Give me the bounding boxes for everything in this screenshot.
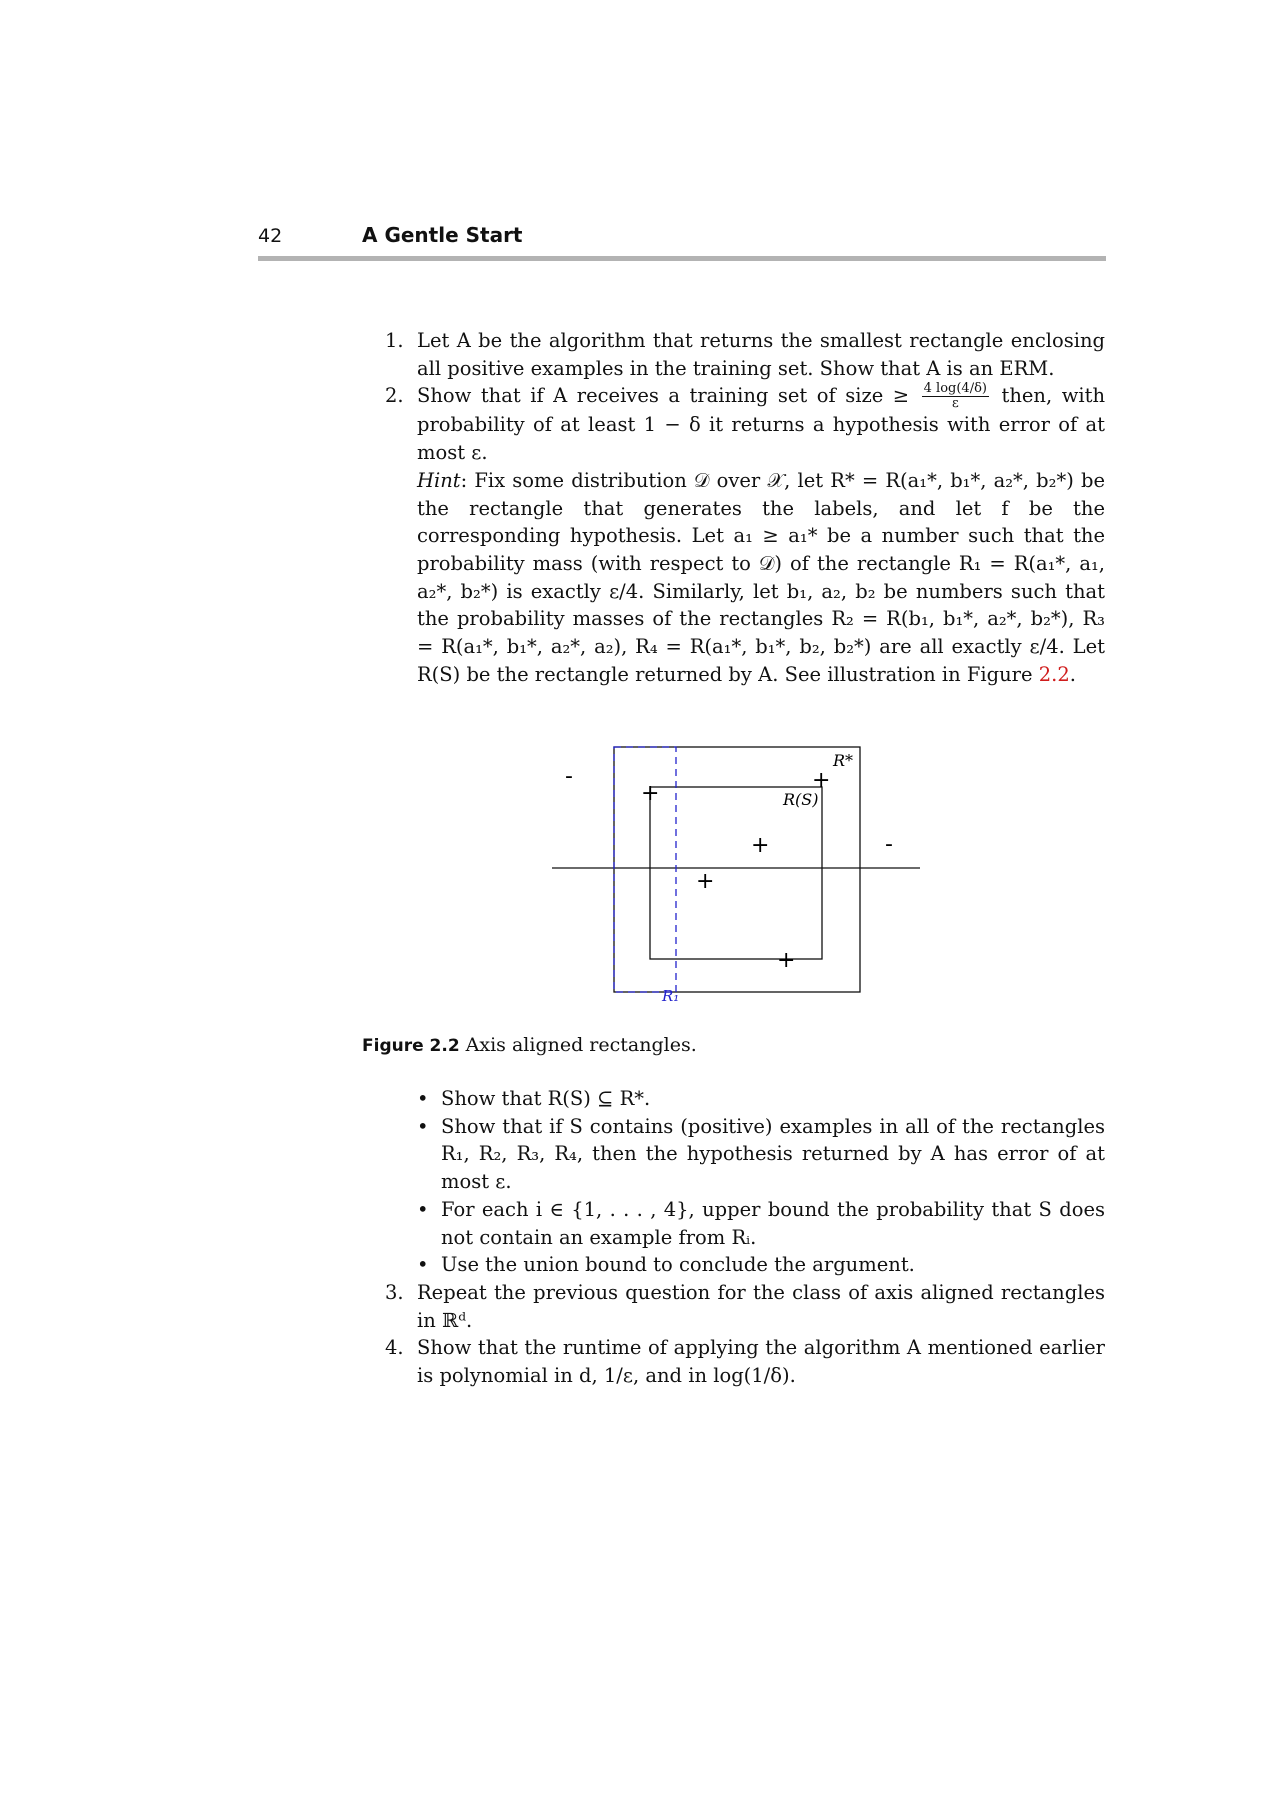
bullet-item: • For each i ∈ {1, . . . , 4}, upper bound the probability that S does not contain an example from Rᵢ. (417, 1197, 1105, 1249)
negative-point: - (565, 764, 573, 789)
figure-reference[interactable]: Figure 2.2 (966, 662, 1070, 686)
chapter-title: A Gentle Start (362, 223, 523, 247)
r-s-label: R(S) (783, 790, 819, 809)
list-item-4: 4. Show that the runtime of applying the algorithm A mentioned earlier is polynomial in d, 1/ε, and in log(1/δ). (385, 1336, 1105, 1388)
bullet-item: • Show that if S contains (positive) examples in all of the rectangles R₁, R₂, R₃, R₄, then the hypothesis returned by A has error of at most ε. (417, 1114, 1105, 1194)
positive-point: + (641, 781, 660, 806)
positive-point: + (812, 768, 831, 793)
rectangles-diagram (540, 735, 920, 1005)
positive-point: + (777, 948, 796, 973)
figure-caption-text: Axis aligned rectangles. (465, 1034, 697, 1056)
list-item-text: Show that the runtime of applying the algorithm A mentioned earlier is polynomial in d, 1/ε, and in log(1/δ). (417, 1336, 1105, 1388)
list-item-text: then, with probability of at least 1 − δ it returns a hypothesis with error of at most ε. (417, 384, 1106, 465)
page-number: 42 (258, 225, 283, 247)
list-item-text: Repeat the previous question for the class of axis aligned rectangles in ℝᵈ. (417, 1280, 1105, 1332)
hint-paragraph: Hint: Fix some distribution 𝒟 over 𝒳, let R* = R(a₁*, b₁*, a₂*, b₂*) be the rectangle that generates the labels, and let f be the corresponding hypothesis. Let a₁ ≥ a₁* be a number such that the probability mass (with respect to 𝒟) of the rectangle R₁ = R(a₁*, a₁, a₂*, b₂*) is exactly ε/4. Similarly, let b₁, a₂, b₂ be numbers such that the probability masses of the rectangles R₂ = R(b₁, b₁*, a₂*, b₂*), R₃ = R(a₁*, b₁*, a₂*, a₂), R₄ = R(a₁*, b₁*, b₂, b₂*) are all exactly ε/4. Let R(S) be the rectangle returned by A. See illustration in Figure 2.2. (417, 468, 1105, 686)
exercise-list-top (385, 327, 1105, 688)
list-item-1: 1. Let A be the algorithm that returns the smallest rectangle enclosing all positive examples in the training set. Show that A is an ERM. (385, 329, 1105, 380)
positive-point: + (696, 869, 715, 894)
positive-point: + (751, 833, 770, 858)
r1-label: R₁ (662, 987, 680, 1005)
negative-point: - (885, 832, 893, 857)
list-item-3: 3. Repeat the previous question for the class of axis aligned rectangles in ℝᵈ. (385, 1280, 1105, 1332)
exercise-list-bottom (385, 1085, 1105, 1390)
r-s-rectangle (650, 787, 822, 959)
figure-axis-aligned-rectangles (540, 735, 920, 1005)
bullet-item: • Use the union bound to conclude the argument. (417, 1253, 915, 1277)
bullet-item: • Show that R(S) ⊆ R*. (417, 1087, 651, 1110)
header-rule (258, 256, 1106, 261)
list-item-2: 2. Show that if A receives a training set of size ≥ $\frac{4 \log(4/\delta)}{\varepsilon}$ then, with probability of at least 1 − δ it returns a hypothesis with error of at most ε. (385, 381, 1106, 465)
figure-caption (362, 1034, 697, 1056)
figure-caption-label: Figure 2.2 (362, 1036, 460, 1056)
hint-body: : Fix some distribution 𝒟 over 𝒳, let R* = R(a₁*, b₁*, a₂*, b₂*) be the rectangle that generates the labels, and let f be the corresponding hypothesis. Let a₁ ≥ a₁* be a number such that the probability mass (with respect to 𝒟) of the rectangle R₁ = R(a₁*, a₁, a₂*, b₂*) is exactly ε/4. Similarly, let b₁, a₂, b₂ be numbers such that the probability masses of the rectangles R₂ = R(b₁, b₁*, a₂*, b₂*), R₃ = R(a₁*, b₁*, a₂*, a₂), R₄ = R(a₁*, b₁*, b₂, b₂*) are all exactly ε/4. Let R(S) be the rectangle returned by A. See illustration in (417, 468, 1105, 686)
list-item-text: Show that if A receives a training set of size ≥ (417, 384, 910, 408)
r-star-label: R* (833, 751, 854, 770)
hint-label: Hint (417, 468, 461, 492)
sample-size-fraction: $\frac{4 \log(4/\delta)}{\varepsilon}$ (923, 381, 987, 412)
list-item-text: Let A be the algorithm that returns the smallest rectangle enclosing all positive examples in the training set. Show that A is an ERM. (417, 329, 1105, 380)
